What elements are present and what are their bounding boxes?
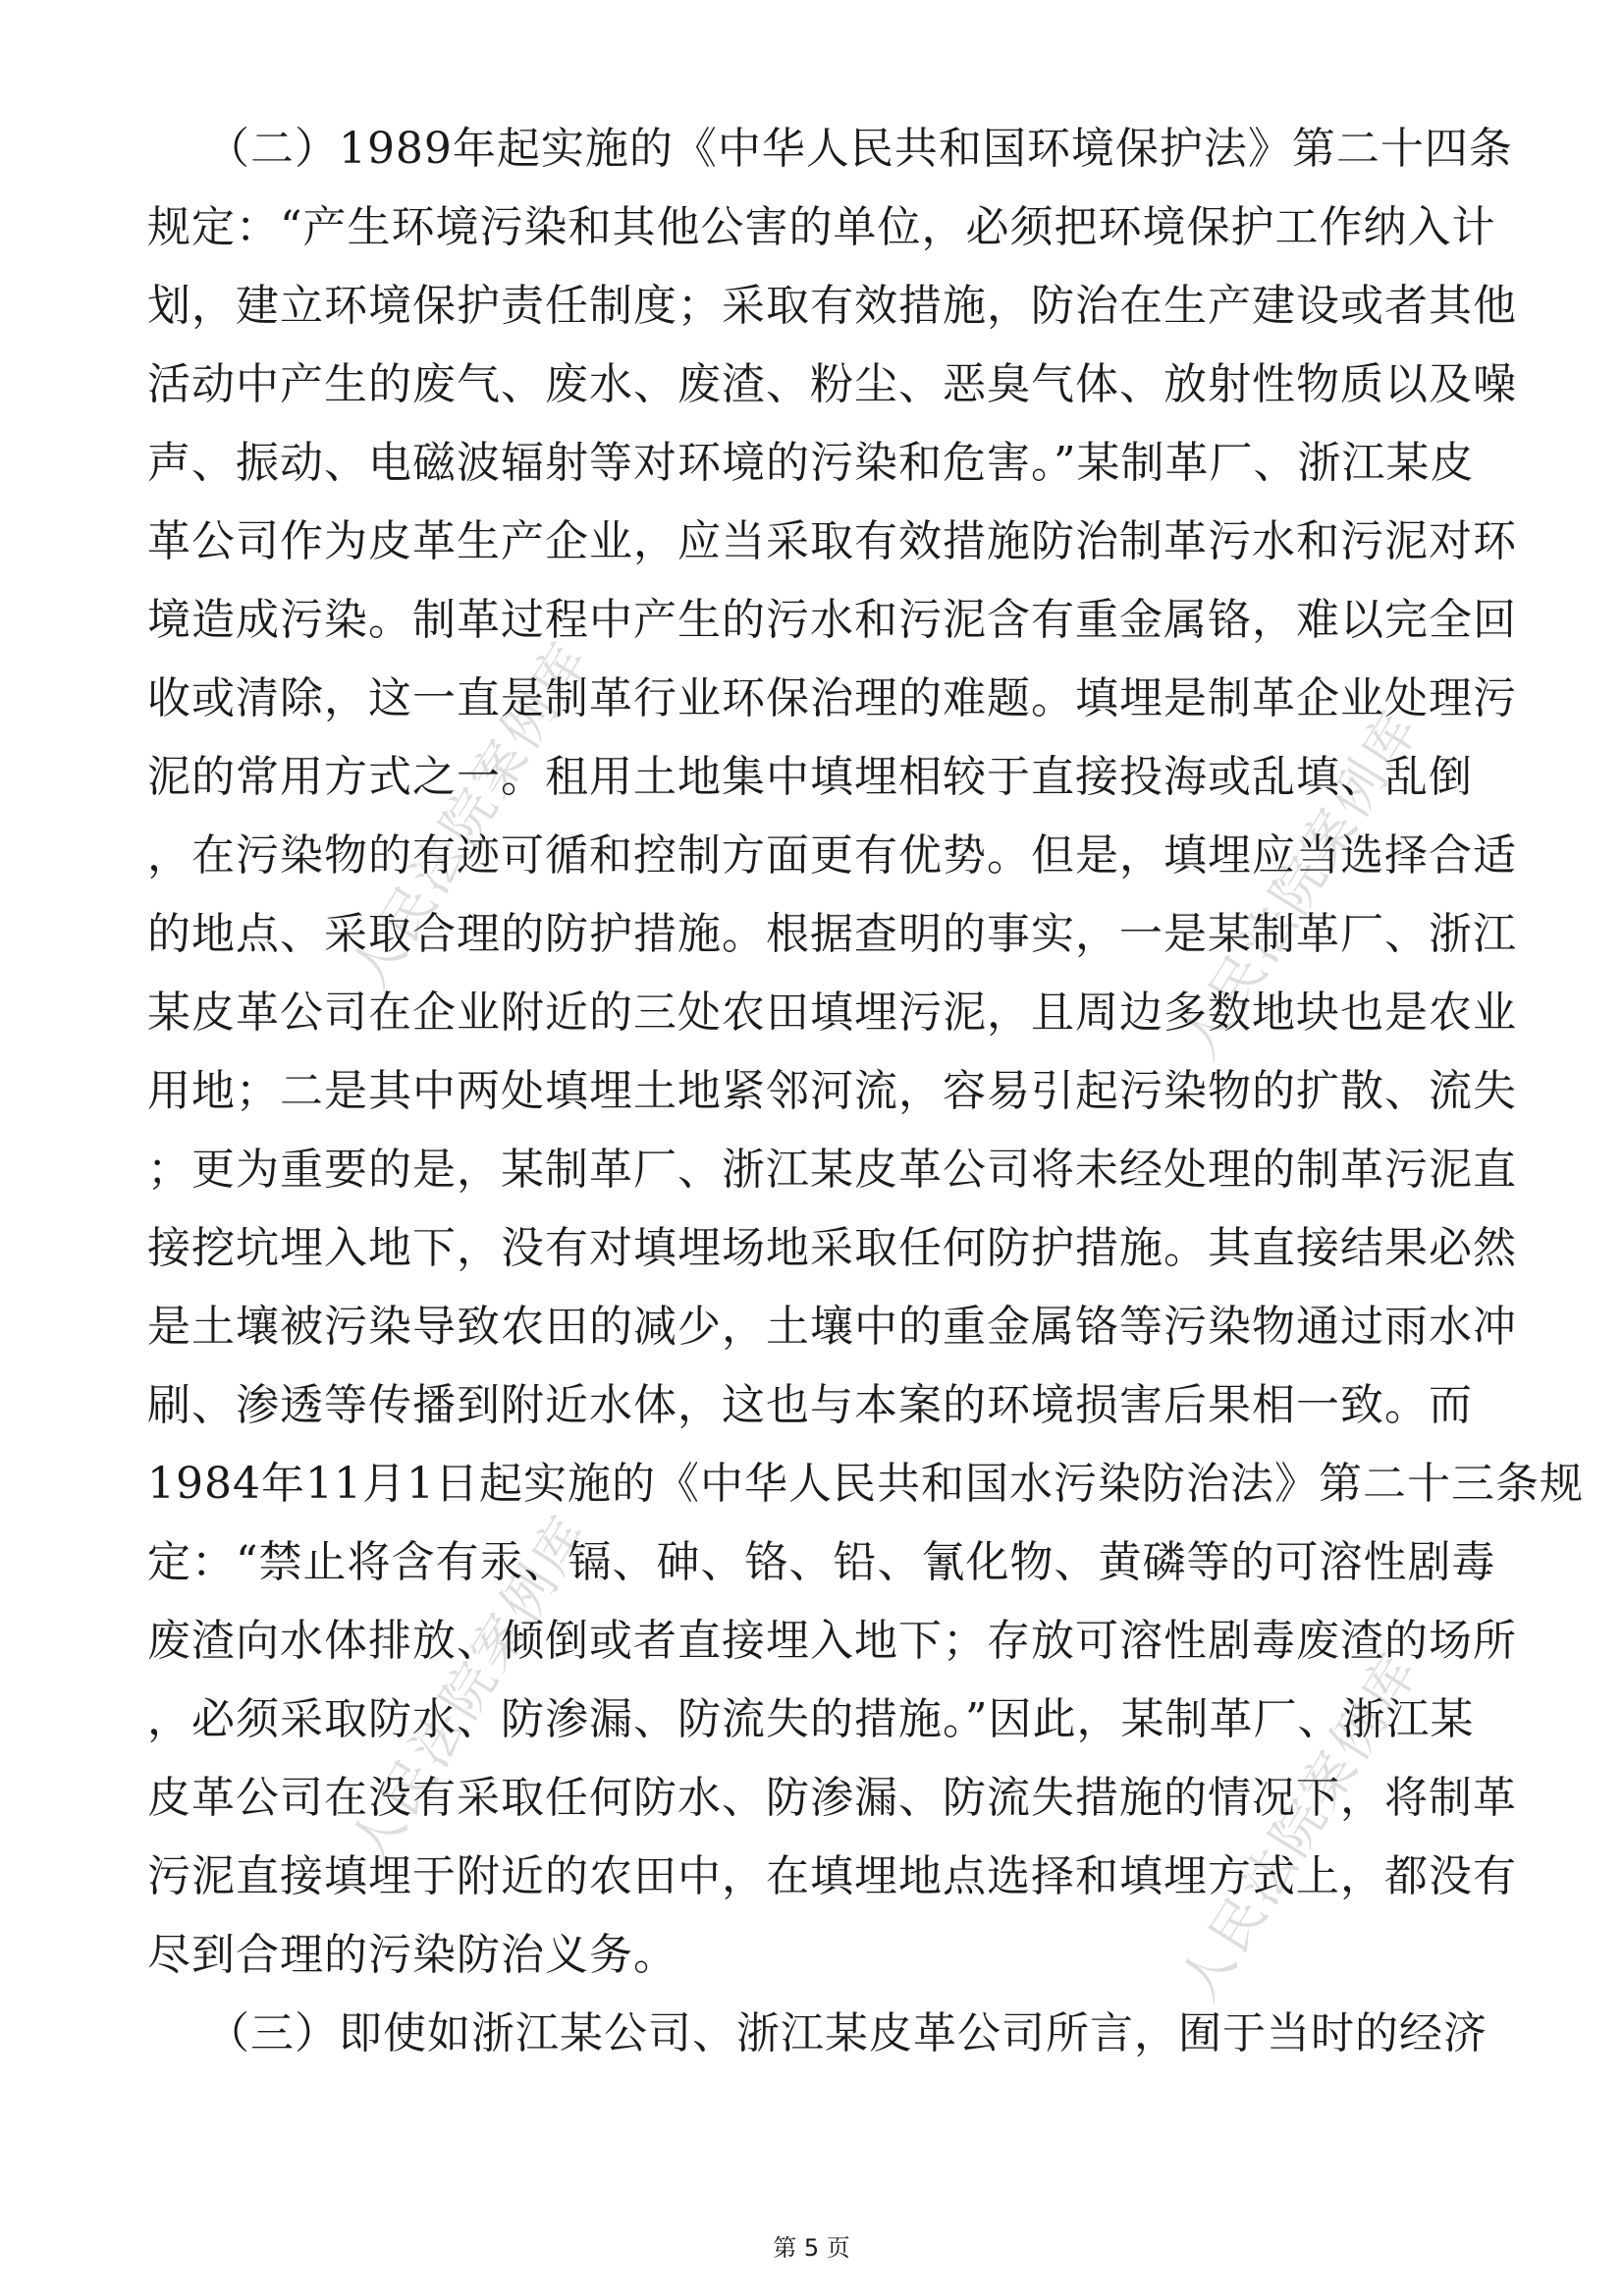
body-text-line: 声、振动、电磁波辐射等对环境的污染和危害。”某制革厂、浙江某皮 [147, 438, 1475, 488]
watermark: 人民法院案例库 [338, 629, 602, 1001]
body-text-line: 1984年11月1日起实施的《中华人民共和国水污染防治法》第二十三条规 [147, 1459, 1584, 1509]
body-text-line: 的地点、采取合理的防护措施。根据查明的事实，一是某制革厂、浙江 [147, 909, 1517, 959]
body-text-line: 废渣向水体排放、倾倒或者直接埋入地下；存放可溶性剧毒废渣的场所 [147, 1616, 1517, 1666]
body-text-line: （三）即使如浙江某公司、浙江某皮革公司所言，囿于当时的经济 [147, 2008, 1488, 2058]
body-text-line: 刷、渗透等传播到附近水体，这也与本案的环境损害后果相一致。而 [147, 1380, 1473, 1430]
body-text-line: 污泥直接填埋于附近的农田中，在填埋地点选择和填埋方式上，都没有 [147, 1851, 1517, 1901]
body-text-line: 规定：“产生环境污染和其他公害的单位，必须把环境保护工作纳入计 [147, 202, 1496, 252]
watermark: 人民法院案例库 [1167, 1640, 1432, 2012]
body-text-line: 用地；二是其中两处填埋土地紧邻河流，容易引起污染物的扩散、流失 [147, 1066, 1517, 1116]
body-text-line: ，在污染物的有迹可循和控制方面更有优势。但是，填埋应当选择合适 [147, 830, 1517, 881]
body-text-line: 是土壤被污染导致农田的减少，土壤中的重金属铬等污染物通过雨水冲 [147, 1302, 1517, 1352]
body-text-line: ；更为重要的是，某制革厂、浙江某皮革公司将未经处理的制革污泥直 [147, 1145, 1517, 1195]
body-text-line: 境造成污染。制革过程中产生的污水和污泥含有重金属铬，难以完全回 [147, 595, 1517, 645]
body-text-line: 尽到合理的污染防治义务。 [147, 1930, 677, 1980]
body-text-line: ，必须采取防水、防渗漏、防流失的措施。”因此，某制革厂、浙江某 [147, 1694, 1475, 1744]
body-text-line: 收或清除，这一直是制革行业环保治理的难题。填埋是制革企业处理污 [147, 673, 1517, 723]
body-text-line: 划，建立环境保护责任制度；采取有效措施，防治在生产建设或者其他 [147, 281, 1517, 331]
body-text-line: 泥的常用方式之一。租用土地集中填埋相较于直接投海或乱填、乱倒 [147, 752, 1473, 802]
body-text-line: 接挖坑埋入地下，没有对填埋场地采取任何防护措施。其直接结果必然 [147, 1223, 1517, 1273]
body-text-line: 皮革公司在没有采取任何防水、防渗漏、防流失措施的情况下，将制革 [147, 1773, 1517, 1823]
body-text-line: 某皮革公司在企业附近的三处农田填埋污泥，且周边多数地块也是农业 [147, 988, 1517, 1038]
body-text-line: （二）1989年起实施的《中华人民共和国环境保护法》第二十四条 [147, 124, 1513, 174]
body-text-line: 定：“禁止将含有汞、镉、砷、铬、铅、氰化物、黄磷等的可溶性剧毒 [147, 1537, 1496, 1587]
watermark: 人民法院案例库 [1167, 698, 1432, 1070]
page-number: 第 5 页 [773, 2234, 850, 2262]
watermark: 人民法院案例库 [338, 1503, 602, 1875]
body-text-line: 革公司作为皮革生产企业，应当采取有效措施防治制革污水和污泥对环 [147, 516, 1517, 566]
body-text-line: 活动中产生的废气、废水、废渣、粉尘、恶臭气体、放射性物质以及噪 [147, 359, 1517, 409]
